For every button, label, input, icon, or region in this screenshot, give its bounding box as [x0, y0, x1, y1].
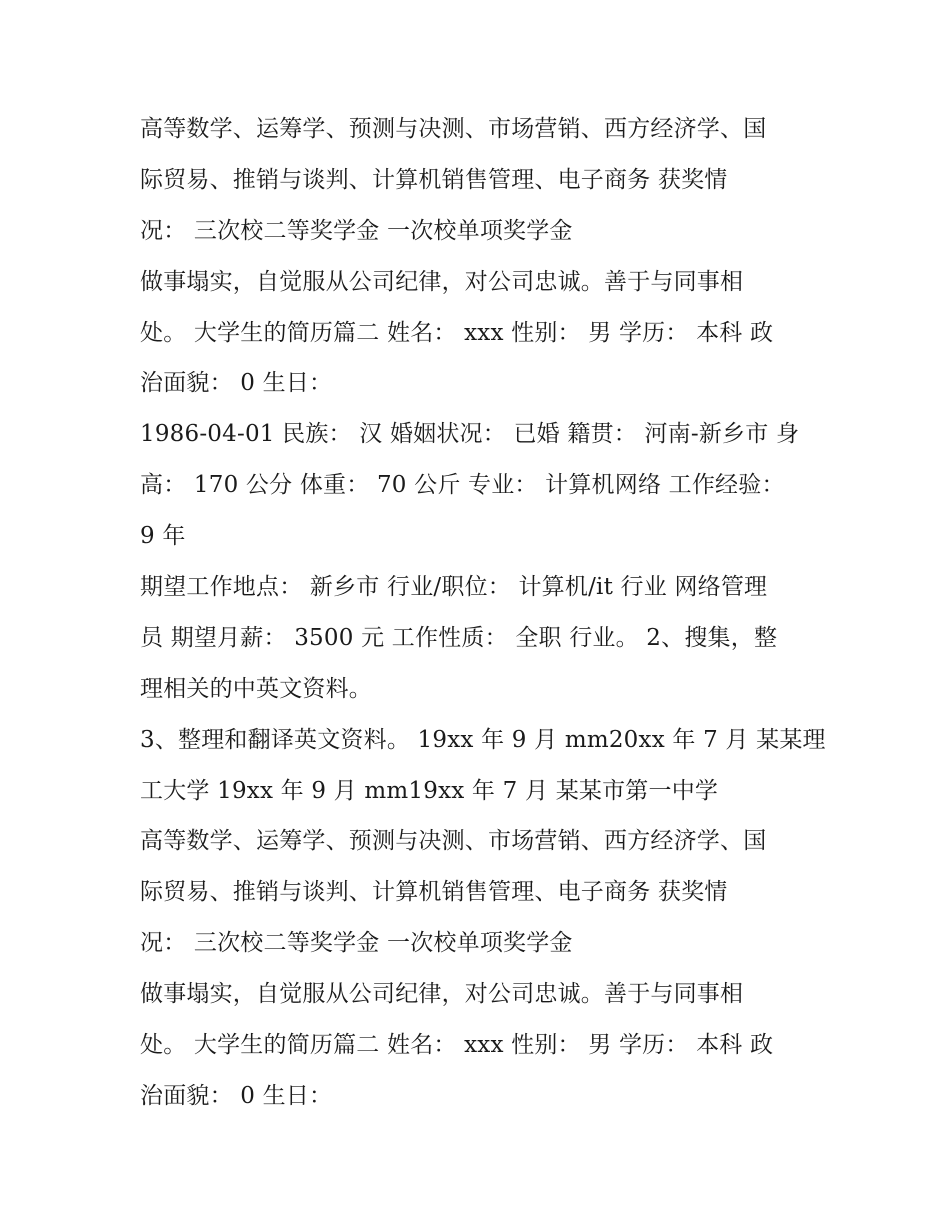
text-line-8: 高： 170 公分 体重： 70 公斤 专业： 计算机网络 工作经验： [140, 472, 785, 499]
text-line-3: 况： 三次校二等奖学金 一次校单项奖学金 [140, 217, 573, 244]
text-line-20: 治面貌： 0 生日： [140, 1082, 333, 1109]
text-line-12: 理相关的中英文资料。 [140, 675, 372, 702]
text-line-11: 员 期望月薪： 3500 元 工作性质： 全职 行业。 2、搜集，整 [140, 624, 778, 651]
text-line-7: 1986-04-01 民族： 汉 婚姻状况： 已婚 籍贯： 河南-新乡市 身 [140, 421, 800, 448]
text-line-6: 治面貌： 0 生日： [140, 370, 333, 397]
text-line-9: 9 年 [140, 523, 186, 550]
text-line-17: 况： 三次校二等奖学金 一次校单项奖学金 [140, 930, 573, 957]
text-line-14: 工大学 19xx 年 9 月 mm19xx 年 7 月 某某市第一中学 [140, 777, 719, 804]
text-line-2: 际贸易、推销与谈判、计算机销售管理、电子商务 获奖情 [140, 166, 728, 193]
text-line-5: 处。 大学生的简历篇二 姓名： xxx 性别： 男 学历： 本科 政 [140, 319, 774, 346]
text-line-4: 做事塌实，自觉服从公司纪律，对公司忠诚。善于与同事相 [140, 268, 744, 295]
text-line-18: 做事塌实，自觉服从公司纪律，对公司忠诚。善于与同事相 [140, 981, 744, 1008]
document-body [140, 104, 830, 1122]
text-line-10: 期望工作地点： 新乡市 行业/职位： 计算机/it 行业 网络管理 [140, 574, 768, 601]
text-line-16: 际贸易、推销与谈判、计算机销售管理、电子商务 获奖情 [140, 879, 728, 906]
text-line-1: 高等数学、运筹学、预测与决测、市场营销、西方经济学、国 [140, 116, 767, 142]
text-line-19: 处。 大学生的简历篇二 姓名： xxx 性别： 男 学历： 本科 政 [140, 1032, 774, 1059]
text-line-15: 高等数学、运筹学、预测与决测、市场营销、西方经济学、国 [140, 828, 767, 855]
text-line-13: 3、整理和翻译英文资料。 19xx 年 9 月 mm20xx 年 7 月 某某理 [140, 726, 826, 753]
